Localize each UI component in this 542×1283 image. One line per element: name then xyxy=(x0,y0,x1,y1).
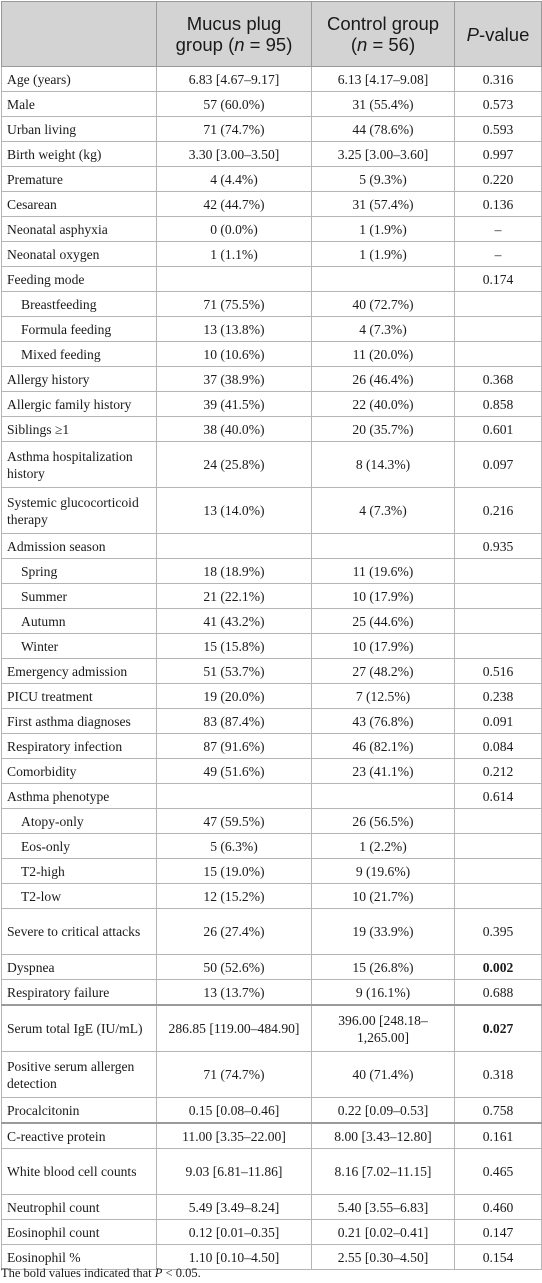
control-value-cell: 31 (55.4%) xyxy=(312,92,455,117)
control-value-cell: 31 (57.4%) xyxy=(312,192,455,217)
control-value-cell: 9 (16.1%) xyxy=(312,980,455,1006)
row-label-cell: Asthma phenotype xyxy=(2,784,157,809)
row-label-cell: Allergy history xyxy=(2,367,157,392)
p-value-cell xyxy=(455,342,542,367)
control-value-cell: 26 (46.4%) xyxy=(312,367,455,392)
header-p-value xyxy=(455,2,542,67)
mucus-plug-value-cell: 6.83 [4.67–9.17] xyxy=(157,67,312,92)
control-value-cell: 23 (41.1%) xyxy=(312,759,455,784)
control-value-cell: 11 (19.6%) xyxy=(312,559,455,584)
header-mucus-n: n xyxy=(234,34,245,55)
mucus-plug-value-cell: 4 (4.4%) xyxy=(157,167,312,192)
mucus-plug-value-cell: 0.12 [0.01–0.35] xyxy=(157,1220,312,1245)
mucus-plug-value-cell: 71 (74.7%) xyxy=(157,117,312,142)
mucus-plug-value-cell: 49 (51.6%) xyxy=(157,759,312,784)
table-footnote xyxy=(1,1265,201,1281)
table-row xyxy=(2,142,542,167)
control-value-cell: 40 (72.7%) xyxy=(312,292,455,317)
row-label-cell: Dyspnea xyxy=(2,955,157,980)
mucus-plug-value-cell: 47 (59.5%) xyxy=(157,809,312,834)
table-row xyxy=(2,909,542,955)
header-control-line1: Control group xyxy=(326,13,440,34)
table-row xyxy=(2,684,542,709)
mucus-plug-value-cell: 57 (60.0%) xyxy=(157,92,312,117)
p-value-cell: 0.997 xyxy=(455,142,542,167)
row-label-cell: Male xyxy=(2,92,157,117)
header-row xyxy=(2,2,542,67)
p-value-cell: 0.216 xyxy=(455,488,542,534)
row-label-cell: Asthma hospitalization history xyxy=(2,442,157,488)
table-row xyxy=(2,192,542,217)
row-label-cell: Respiratory infection xyxy=(2,734,157,759)
mucus-plug-value-cell: 9.03 [6.81–11.86] xyxy=(157,1149,312,1195)
header-p-rest: -value xyxy=(478,23,530,45)
mucus-plug-value-cell: 1.10 [0.10–4.50] xyxy=(157,1245,312,1270)
mucus-plug-value-cell: 15 (15.8%) xyxy=(157,634,312,659)
mucus-plug-value-cell: 1 (1.1%) xyxy=(157,242,312,267)
row-label-cell: Eosinophil % xyxy=(2,1245,157,1270)
header-mucus-plug-group xyxy=(157,2,312,67)
row-label-cell: Procalcitonin xyxy=(2,1098,157,1124)
table-row xyxy=(2,488,542,534)
control-value-cell: 1 (1.9%) xyxy=(312,242,455,267)
control-value-cell: 25 (44.6%) xyxy=(312,609,455,634)
p-value-cell: 0.161 xyxy=(455,1123,542,1149)
control-value-cell: 3.25 [3.00–3.60] xyxy=(312,142,455,167)
table-body xyxy=(2,67,542,1270)
table-row xyxy=(2,980,542,1006)
control-value-cell: 5 (9.3%) xyxy=(312,167,455,192)
p-value-cell: 0.858 xyxy=(455,392,542,417)
p-value-cell xyxy=(455,584,542,609)
table-row xyxy=(2,584,542,609)
mucus-plug-value-cell: 18 (18.9%) xyxy=(157,559,312,584)
table-row xyxy=(2,217,542,242)
table-row xyxy=(2,1098,542,1124)
p-value-cell: 0.154 xyxy=(455,1245,542,1270)
header-label-column xyxy=(2,2,157,67)
header-control-line2-pre: ( xyxy=(350,34,358,55)
table-row xyxy=(2,859,542,884)
table-row xyxy=(2,809,542,834)
control-value-cell xyxy=(312,784,455,809)
row-label-cell: Autumn xyxy=(2,609,157,634)
mucus-plug-value-cell: 39 (41.5%) xyxy=(157,392,312,417)
mucus-plug-value-cell: 19 (20.0%) xyxy=(157,684,312,709)
table-row xyxy=(2,534,542,559)
table-row xyxy=(2,834,542,859)
table-row xyxy=(2,759,542,784)
mucus-plug-value-cell: 15 (19.0%) xyxy=(157,859,312,884)
p-value-cell: 0.935 xyxy=(455,534,542,559)
table-row xyxy=(2,342,542,367)
control-value-cell: 43 (76.8%) xyxy=(312,709,455,734)
control-value-cell: 4 (7.3%) xyxy=(312,317,455,342)
table-row xyxy=(2,1220,542,1245)
control-value-cell: 26 (56.5%) xyxy=(312,809,455,834)
row-label-cell: Birth weight (kg) xyxy=(2,142,157,167)
row-label-cell: Allergic family history xyxy=(2,392,157,417)
row-label-cell: Systemic glucocorticoid therapy xyxy=(2,488,157,534)
mucus-plug-value-cell: 26 (27.4%) xyxy=(157,909,312,955)
header-p-italic: P xyxy=(466,23,479,45)
row-label-cell: Siblings ≥1 xyxy=(2,417,157,442)
p-value-cell: 0.460 xyxy=(455,1195,542,1220)
p-value-cell: 0.220 xyxy=(455,167,542,192)
table-row xyxy=(2,242,542,267)
control-value-cell: 11 (20.0%) xyxy=(312,342,455,367)
mucus-plug-value-cell: 5.49 [3.49–8.24] xyxy=(157,1195,312,1220)
row-label-cell: Formula feeding xyxy=(2,317,157,342)
control-value-cell: 22 (40.0%) xyxy=(312,392,455,417)
row-label-cell: Severe to critical attacks xyxy=(2,909,157,955)
row-label-cell: Age (years) xyxy=(2,67,157,92)
p-value-cell: 0.516 xyxy=(455,659,542,684)
table-row xyxy=(2,292,542,317)
control-value-cell: 5.40 [3.55–6.83] xyxy=(312,1195,455,1220)
row-label-cell: Mixed feeding xyxy=(2,342,157,367)
p-value-cell xyxy=(455,317,542,342)
row-label-cell: Urban living xyxy=(2,117,157,142)
table-row xyxy=(2,1052,542,1098)
control-value-cell: 46 (82.1%) xyxy=(312,734,455,759)
mucus-plug-value-cell xyxy=(157,267,312,292)
row-label-cell: Neonatal oxygen xyxy=(2,242,157,267)
p-value-cell: 0.593 xyxy=(455,117,542,142)
table-row xyxy=(2,167,542,192)
p-value-cell xyxy=(455,834,542,859)
row-label-cell: Summer xyxy=(2,584,157,609)
row-label-cell: Eosinophil count xyxy=(2,1220,157,1245)
row-label-cell: Emergency admission xyxy=(2,659,157,684)
control-value-cell: 2.55 [0.30–4.50] xyxy=(312,1245,455,1270)
mucus-plug-value-cell xyxy=(157,534,312,559)
mucus-plug-value-cell: 13 (13.8%) xyxy=(157,317,312,342)
row-label-cell: Serum total IgE (IU/mL) xyxy=(2,1005,157,1052)
table-row xyxy=(2,634,542,659)
p-value-cell: 0.465 xyxy=(455,1149,542,1195)
table-row xyxy=(2,609,542,634)
p-value-cell: 0.688 xyxy=(455,980,542,1006)
row-label-cell: T2-high xyxy=(2,859,157,884)
row-label-cell: Breastfeeding xyxy=(2,292,157,317)
mucus-plug-value-cell: 13 (13.7%) xyxy=(157,980,312,1006)
row-label-cell: White blood cell counts xyxy=(2,1149,157,1195)
clinical-characteristics-table xyxy=(1,1,542,1270)
row-label-cell: Eos-only xyxy=(2,834,157,859)
row-label-cell: Positive serum allergen detection xyxy=(2,1052,157,1098)
header-control-n: n xyxy=(357,34,368,55)
mucus-plug-value-cell: 12 (15.2%) xyxy=(157,884,312,909)
header-mucus-line1: Mucus plug xyxy=(186,13,282,34)
mucus-plug-value-cell: 51 (53.7%) xyxy=(157,659,312,684)
mucus-plug-value-cell: 38 (40.0%) xyxy=(157,417,312,442)
control-value-cell: 15 (26.8%) xyxy=(312,955,455,980)
p-value-cell: – xyxy=(455,242,542,267)
table-row xyxy=(2,67,542,92)
p-value-cell xyxy=(455,809,542,834)
mucus-plug-value-cell: 286.85 [119.00–484.90] xyxy=(157,1005,312,1052)
p-value-cell: 0.136 xyxy=(455,192,542,217)
control-value-cell: 27 (48.2%) xyxy=(312,659,455,684)
header-control-group xyxy=(312,2,455,67)
p-value-cell xyxy=(455,634,542,659)
control-value-cell: 4 (7.3%) xyxy=(312,488,455,534)
mucus-plug-value-cell: 11.00 [3.35–22.00] xyxy=(157,1123,312,1149)
p-value-cell: 0.147 xyxy=(455,1220,542,1245)
p-value-cell: 0.614 xyxy=(455,784,542,809)
table-row xyxy=(2,559,542,584)
control-value-cell: 8 (14.3%) xyxy=(312,442,455,488)
p-value-cell: 0.758 xyxy=(455,1098,542,1124)
p-value-cell: 0.002 xyxy=(455,955,542,980)
mucus-plug-value-cell: 10 (10.6%) xyxy=(157,342,312,367)
mucus-plug-value-cell: 50 (52.6%) xyxy=(157,955,312,980)
table-row xyxy=(2,1123,542,1149)
mucus-plug-value-cell: 21 (22.1%) xyxy=(157,584,312,609)
p-value-cell: – xyxy=(455,217,542,242)
table-row xyxy=(2,955,542,980)
row-label-cell: C-reactive protein xyxy=(2,1123,157,1149)
control-value-cell: 8.16 [7.02–11.15] xyxy=(312,1149,455,1195)
mucus-plug-value-cell: 42 (44.7%) xyxy=(157,192,312,217)
row-label-cell: First asthma diagnoses xyxy=(2,709,157,734)
row-label-cell: Premature xyxy=(2,167,157,192)
row-label-cell: Winter xyxy=(2,634,157,659)
row-label-cell: Comorbidity xyxy=(2,759,157,784)
control-value-cell: 1 (1.9%) xyxy=(312,217,455,242)
control-value-cell: 44 (78.6%) xyxy=(312,117,455,142)
p-value-cell: 0.174 xyxy=(455,267,542,292)
row-label-cell: Feeding mode xyxy=(2,267,157,292)
p-value-cell xyxy=(455,859,542,884)
control-value-cell xyxy=(312,534,455,559)
control-value-cell: 0.22 [0.09–0.53] xyxy=(312,1098,455,1124)
row-label-cell: PICU treatment xyxy=(2,684,157,709)
mucus-plug-value-cell: 13 (14.0%) xyxy=(157,488,312,534)
header-mucus-line2-pre: group ( xyxy=(175,34,235,55)
table-row xyxy=(2,117,542,142)
footnote-p: P xyxy=(154,1266,163,1280)
table-row xyxy=(2,1149,542,1195)
control-value-cell: 396.00 [248.18–1,265.00] xyxy=(312,1005,455,1052)
table-row xyxy=(2,392,542,417)
control-value-cell: 20 (35.7%) xyxy=(312,417,455,442)
control-value-cell: 40 (71.4%) xyxy=(312,1052,455,1098)
p-value-cell: 0.573 xyxy=(455,92,542,117)
row-label-cell: Admission season xyxy=(2,534,157,559)
row-label-cell: T2-low xyxy=(2,884,157,909)
table-row xyxy=(2,884,542,909)
header-mucus-line2-post: = 95) xyxy=(244,34,293,55)
p-value-cell: 0.084 xyxy=(455,734,542,759)
mucus-plug-value-cell: 41 (43.2%) xyxy=(157,609,312,634)
control-value-cell: 6.13 [4.17–9.08] xyxy=(312,67,455,92)
p-value-cell: 0.097 xyxy=(455,442,542,488)
table-row xyxy=(2,1195,542,1220)
mucus-plug-value-cell: 0.15 [0.08–0.46] xyxy=(157,1098,312,1124)
p-value-cell: 0.027 xyxy=(455,1005,542,1052)
footnote-pre: The bold values indicated that xyxy=(1,1266,155,1280)
row-label-cell: Neutrophil count xyxy=(2,1195,157,1220)
p-value-cell xyxy=(455,884,542,909)
row-label-cell: Cesarean xyxy=(2,192,157,217)
p-value-cell: 0.368 xyxy=(455,367,542,392)
mucus-plug-value-cell: 0 (0.0%) xyxy=(157,217,312,242)
control-value-cell: 7 (12.5%) xyxy=(312,684,455,709)
control-value-cell: 8.00 [3.43–12.80] xyxy=(312,1123,455,1149)
control-value-cell: 10 (17.9%) xyxy=(312,634,455,659)
mucus-plug-value-cell xyxy=(157,784,312,809)
control-value-cell: 0.21 [0.02–0.41] xyxy=(312,1220,455,1245)
mucus-plug-value-cell: 3.30 [3.00–3.50] xyxy=(157,142,312,167)
row-label-cell: Respiratory failure xyxy=(2,980,157,1006)
table-row xyxy=(2,367,542,392)
control-value-cell xyxy=(312,267,455,292)
header-control-line2-post: = 56) xyxy=(367,34,416,55)
row-label-cell: Neonatal asphyxia xyxy=(2,217,157,242)
mucus-plug-value-cell: 37 (38.9%) xyxy=(157,367,312,392)
p-value-cell: 0.318 xyxy=(455,1052,542,1098)
control-value-cell: 10 (21.7%) xyxy=(312,884,455,909)
table-row xyxy=(2,267,542,292)
mucus-plug-value-cell: 24 (25.8%) xyxy=(157,442,312,488)
p-value-cell: 0.212 xyxy=(455,759,542,784)
p-value-cell xyxy=(455,292,542,317)
p-value-cell: 0.395 xyxy=(455,909,542,955)
table-row xyxy=(2,317,542,342)
mucus-plug-value-cell: 71 (75.5%) xyxy=(157,292,312,317)
p-value-cell: 0.091 xyxy=(455,709,542,734)
p-value-cell xyxy=(455,609,542,634)
mucus-plug-value-cell: 71 (74.7%) xyxy=(157,1052,312,1098)
control-value-cell: 10 (17.9%) xyxy=(312,584,455,609)
table-row xyxy=(2,417,542,442)
p-value-cell: 0.601 xyxy=(455,417,542,442)
row-label-cell: Spring xyxy=(2,559,157,584)
table-row xyxy=(2,709,542,734)
control-value-cell: 9 (19.6%) xyxy=(312,859,455,884)
table-row xyxy=(2,734,542,759)
mucus-plug-value-cell: 5 (6.3%) xyxy=(157,834,312,859)
table-row xyxy=(2,92,542,117)
p-value-cell: 0.316 xyxy=(455,67,542,92)
row-label-cell: Atopy-only xyxy=(2,809,157,834)
mucus-plug-value-cell: 83 (87.4%) xyxy=(157,709,312,734)
table-row xyxy=(2,442,542,488)
p-value-cell xyxy=(455,559,542,584)
mucus-plug-value-cell: 87 (91.6%) xyxy=(157,734,312,759)
footnote-post: < 0.05. xyxy=(162,1266,201,1280)
table-row xyxy=(2,784,542,809)
control-value-cell: 19 (33.9%) xyxy=(312,909,455,955)
table-header xyxy=(2,2,542,67)
p-value-cell: 0.238 xyxy=(455,684,542,709)
table-row xyxy=(2,1005,542,1052)
control-value-cell: 1 (2.2%) xyxy=(312,834,455,859)
table-row xyxy=(2,659,542,684)
